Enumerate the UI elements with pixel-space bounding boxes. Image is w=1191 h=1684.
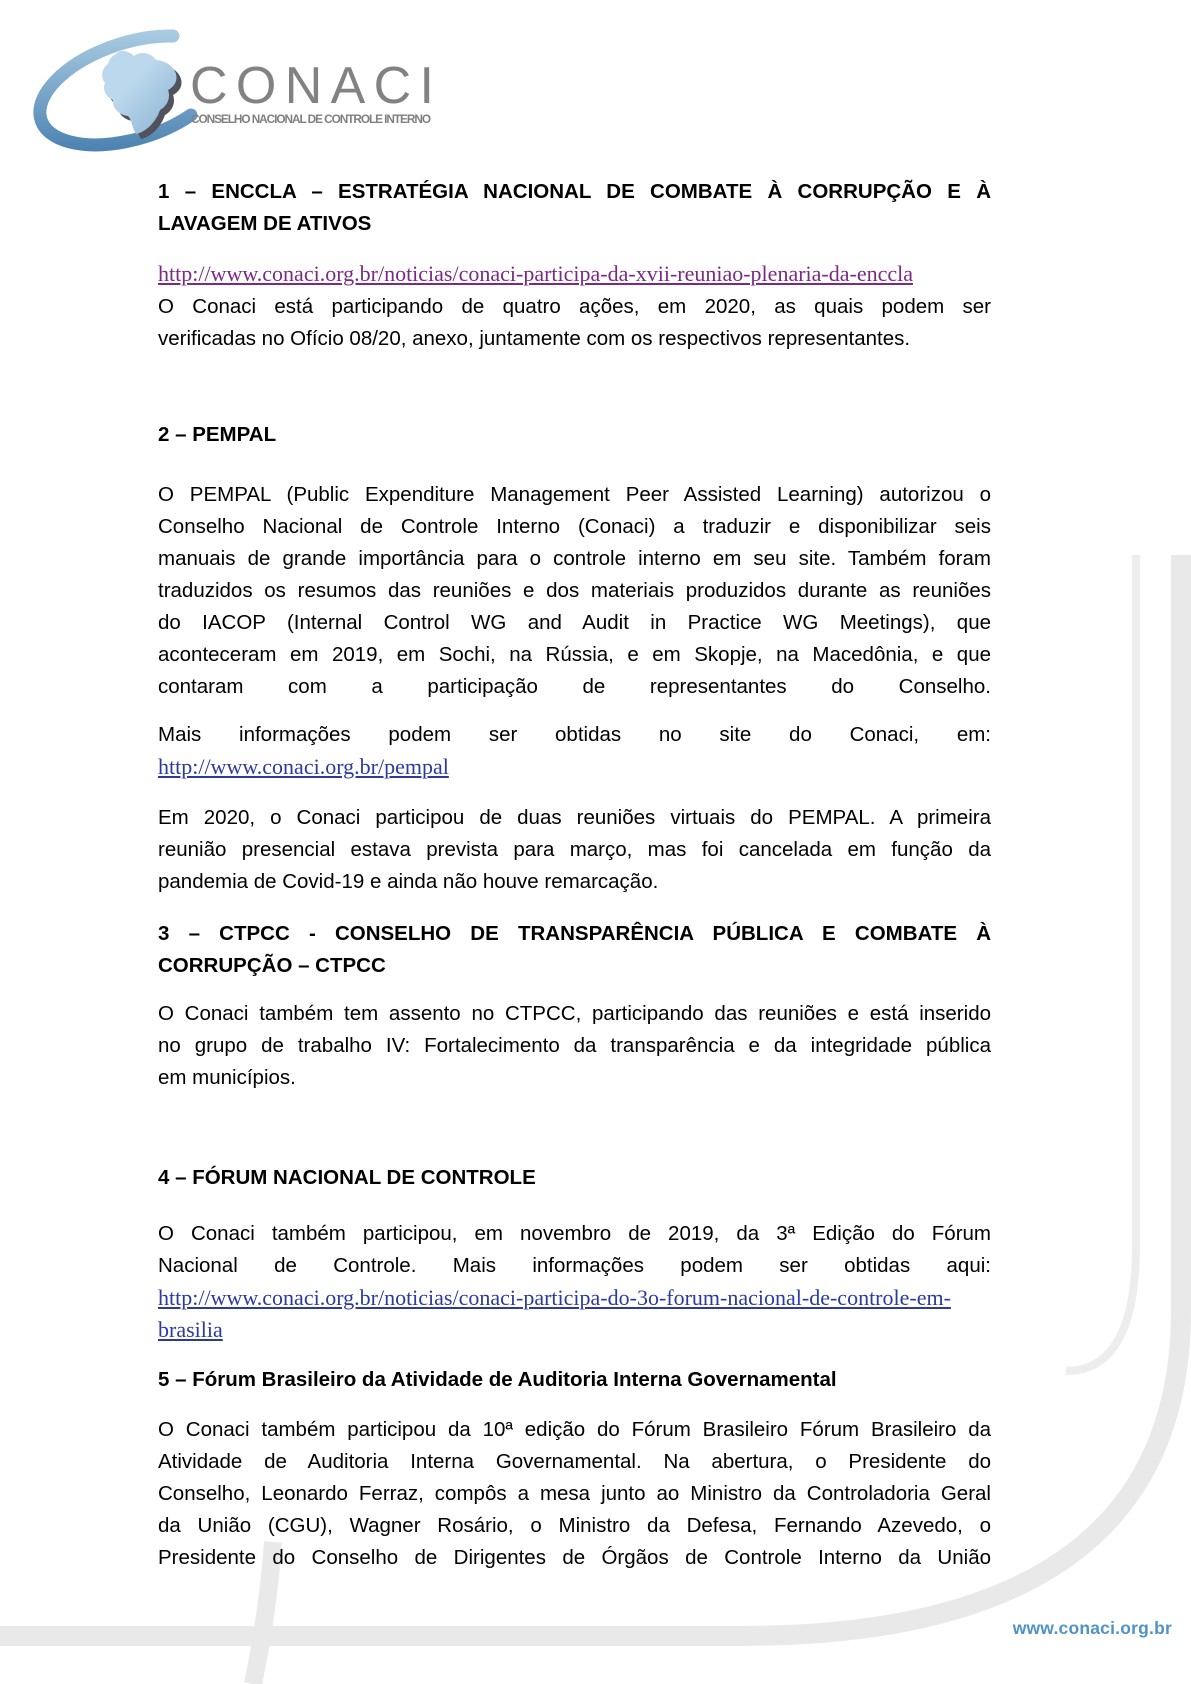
section-1-heading: 1 – ENCCLA – ESTRATÉGIA NACIONAL DE COMBATE À CORRUPÇÃO E À LAVAGEM DE ATIVOS <box>158 180 991 235</box>
section-4-paragraph-text: O Conaci também participou, em novembro de 2019, da 3ª Edição do Fórum Nacional de Controle. Mais informações podem ser obtidas aqui: <box>158 1222 991 1277</box>
section-1-link-line <box>158 258 991 291</box>
section-3-heading: 3 – CTPCC - CONSELHO DE TRANSPARÊNCIA PÚBLICA E COMBATE À CORRUPÇÃO – CTPCC <box>158 922 991 977</box>
conaci-logo <box>30 26 460 160</box>
section-4-link-line-1: http://www.conaci.org.br/noticias/conaci-participa-do-3o-forum-nacional-de-controle-em- <box>158 1285 951 1310</box>
section-4-paragraph <box>158 1218 991 1346</box>
logo-brand-text: CONACI <box>190 57 434 115</box>
section-3-paragraph: O Conaci também tem assento no CTPCC, participando das reuniões e está inserido no grupo de trabalho IV: Fortalecimento da transparência e da integridade pública em municípios. <box>158 1002 991 1089</box>
section-4-link-line-2: brasilia <box>158 1317 223 1342</box>
section-2-paragraph-2: Em 2020, o Conaci participou de duas reuniões virtuais do PEMPAL. A primeira reunião presencial estava prevista para março, mas foi cancelada em função da pandemia de Covid-19 e ainda não houve remarcação. <box>158 806 991 893</box>
section-4-link[interactable] <box>158 1282 991 1346</box>
section-5-paragraph: O Conaci também participou da 10ª edição do Fórum Brasileiro Fórum Brasileiro da Atividade de Auditoria Interna Governamental. Na abertura, o Presidente do Conselho, Leonardo Ferraz, compôs a mesa junto ao Ministro da Controladoria Geral da União (CGU), Wagner Rosário, o Ministro da Defesa, Fernando Azevedo, o Presidente do Conselho de Dirigentes de Órgãos de Controle Interno da União <box>158 1418 991 1569</box>
section-2-more-info <box>158 719 991 784</box>
document-body <box>158 0 991 1574</box>
section-2-link[interactable]: http://www.conaci.org.br/pempal <box>158 754 449 779</box>
section-1-paragraph: O Conaci está participando de quatro ações, em 2020, as quais podem ser verificadas no Ofício 08/20, anexo, juntamente com os respectivos representantes. <box>158 295 991 350</box>
logo-subtitle-text: CONSELHO NACIONAL DE CONTROLE INTERNO <box>191 112 431 126</box>
section-2-paragraph-1: O PEMPAL (Public Expenditure Management Peer Assisted Learning) autorizou o Conselho Nacional de Controle Interno (Conaci) a traduzir e disponibilizar seis manuais de grande importância para o controle interno em seu site. Também foram traduzidos os resumos das reuniões e dos materiais produzidos durante as reuniões do IACOP (Internal Control WG and Audit in Practice WG Meetings), que aconteceram em 2019, em Sochi, na Rússia, e em Skopje, na Macedônia, e que contaram com a participação de representantes do Conselho. <box>158 483 991 698</box>
section-2-heading: 2 – PEMPAL <box>158 423 277 446</box>
section-2-more-info-text: Mais informações podem ser obtidas no site do Conaci, em: <box>158 723 991 746</box>
logo-graphic <box>30 26 460 160</box>
section-4-heading: 4 – FÓRUM NACIONAL DE CONTROLE <box>158 1166 536 1189</box>
section-5-heading: 5 – Fórum Brasileiro da Atividade de Auditoria Interna Governamental <box>158 1368 837 1391</box>
footer-website-link[interactable]: www.conaci.org.br <box>1012 1618 1172 1638</box>
section-1-link[interactable]: http://www.conaci.org.br/noticias/conaci-participa-da-xvii-reuniao-plenaria-da-enccla <box>158 261 913 286</box>
